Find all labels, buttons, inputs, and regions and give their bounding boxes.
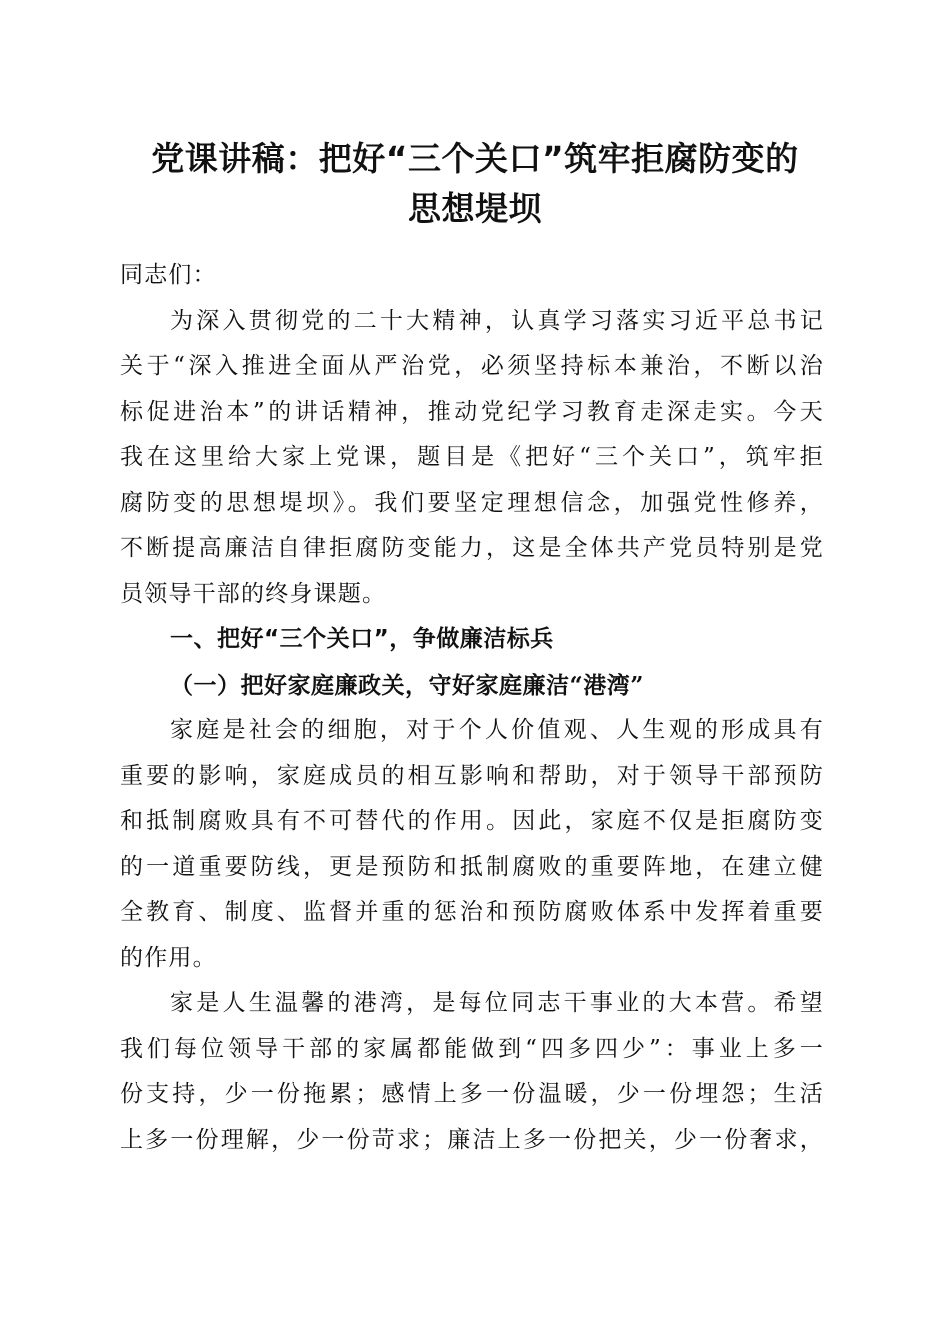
paragraph-line: 不断提高廉洁自律拒腐防变能力，这是全体共产党员特别是党 <box>120 535 824 561</box>
title-line: 党课讲稿：把好“三个关口”筑牢拒腐防变的 <box>151 139 799 178</box>
paragraph-line: 份支持，少一份拖累；感情上多一份温暖，少一份埋怨；生活 <box>120 1081 824 1107</box>
intro-paragraph <box>120 299 824 618</box>
paragraph-line: 上多一份理解，少一份苛求；廉洁上多一份把关，少一份奢求， <box>120 1126 824 1153</box>
paragraph-line: 和抵制腐败具有不可替代的作用。因此，家庭不仅是拒腐防变 <box>120 808 824 834</box>
paragraph-line: 家庭是社会的细胞，对于个人价值观、人生观的形成具有 <box>170 717 824 743</box>
paragraph-line: 的作用。 <box>120 944 217 971</box>
paragraph-line: 员领导干部的终身课题。 <box>120 580 387 607</box>
paragraph-line: 全教育、制度、监督并重的惩治和预防腐败体系中发挥着重要 <box>120 899 824 925</box>
paragraph-line: 我在这里给大家上党课，题目是《把好“三个关口”，筑牢拒 <box>120 444 824 470</box>
section-heading: 一、把好“三个关口”，争做廉洁标兵 <box>170 626 554 652</box>
salutation: 同志们： <box>120 262 217 288</box>
paragraph-family <box>120 708 824 981</box>
title-line: 思想堤坝 <box>408 189 542 228</box>
document-body <box>120 253 824 1163</box>
paragraph-line: 家是人生温馨的港湾，是每位同志干事业的大本营。希望 <box>170 990 824 1016</box>
paragraph-line: 腐防变的思想堤坝》。我们要坚定理想信念，加强党性修养， <box>120 489 824 516</box>
paragraph-home <box>120 981 824 1163</box>
paragraph-line: 的一道重要防线，更是预防和抵制腐败的重要阵地，在建立健 <box>120 853 824 880</box>
paragraph-line: 重要的影响，家庭成员的相互影响和帮助，对于领导干部预防 <box>120 762 824 789</box>
paragraph-line: 我们每位领导干部的家属都能做到“四多四少”：事业上多一 <box>120 1035 824 1062</box>
paragraph-line: 标促进治本”的讲话精神，推动党纪学习教育走深走实。今天 <box>120 398 824 425</box>
subsection-heading: （一）把好家庭廉政关，守好家庭廉洁“港湾” <box>170 671 644 699</box>
paragraph-line: 为深入贯彻党的二十大精神，认真学习落实习近平总书记 <box>170 307 824 334</box>
document-title <box>100 134 850 234</box>
paragraph-line: 关于“深入推进全面从严治党，必须坚持标本兼治，不断以治 <box>120 353 824 379</box>
